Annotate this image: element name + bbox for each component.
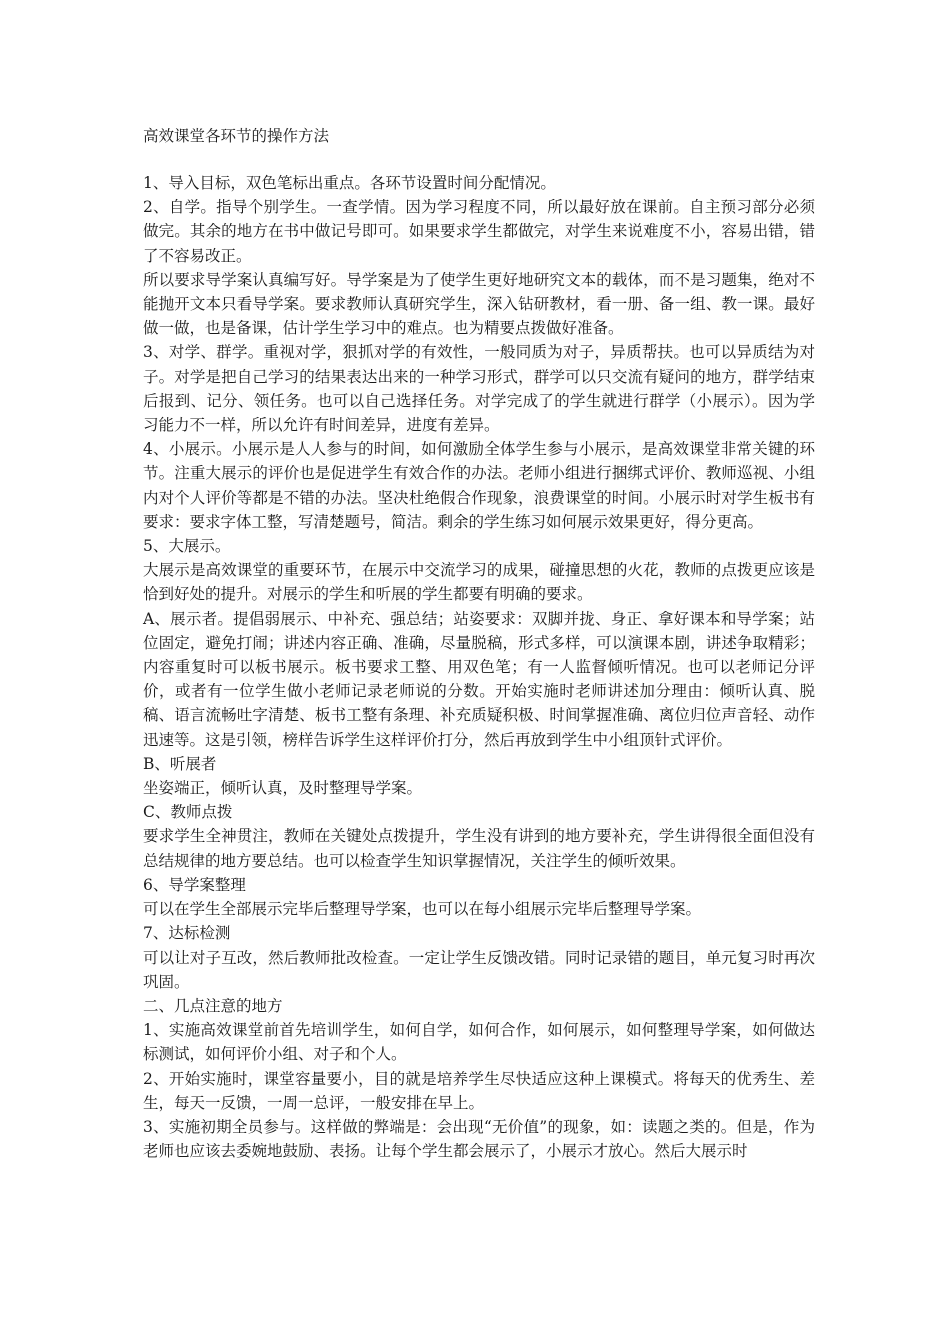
paragraph: 可以在学生全部展示完毕后整理导学案，也可以在每小组展示完毕后整理导学案。 [143, 900, 702, 919]
paragraph: 3、实施初期全员参与。这样做的弊端是：会出现“无价值”的现象，如：读题之类的。但是，作为老师也应该去委婉地鼓励、表扬。让每个学生都会展示了，小展示才放心。然后大展示时 [143, 1117, 815, 1161]
section-heading: 7、达标检测 [143, 924, 231, 943]
paragraph: 3、对学、群学。重视对学，狠抓对学的有效性，一般同质为对子，异质帮扶。也可以异质结为对子。对学是把自己学习的结果表达出来的一种学习形式，群学可以只交流有疑问的地方，群学结束后报到、记分、领任务。也可以自己选择任务。对学完成了的学生就进行群学（小展示）。因为学习能力不一样，所以允许有时间差异，进度有差异。 [143, 343, 815, 435]
section-heading: 6、导学案整理 [143, 875, 246, 894]
paragraph: 1、实施高效课堂前首先培训学生，如何自学，如何合作，如何展示，如何整理导学案，如何做达标测试，如何评价小组、对子和个人。 [143, 1021, 815, 1064]
paragraph: 4、小展示。小展示是人人参与的时间，如何激励全体学生参与小展示，是高效课堂非常关键的环节。注重大展示的评价也是促进学生有效合作的办法。老师小组进行捆绑式评价、教师巡视、小组内对个人评价等都是不错的办法。坚决杜绝假合作现象，浪费课堂的时间。小展示时对学生板书有要求：要求字体工整，写清楚题号，简洁。剩余的学生练习如何展示效果更好，得分更高。 [143, 440, 815, 531]
section-heading: C、教师点拨 [143, 803, 233, 822]
paragraph: 2、开始实施时，课堂容量要小，目的就是培养学生尽快适应这种上课模式。将每天的优秀生、差生，每天一反馈，一周一总评，一般安排在早上。 [143, 1069, 815, 1112]
paragraph: 2、自学。指导个别学生。一查学情。因为学习程度不同，所以最好放在课前。自主预习部分必须做完。其余的地方在书中做记号即可。如果要求学生都做完，对学生来说难度不小，容易出错，错了不容易改正。 [143, 198, 815, 265]
document-body [143, 171, 815, 1163]
section-heading: B、听展者 [143, 754, 217, 773]
paragraph: 要求学生全神贯注，教师在关键处点拨提升，学生没有讲到的地方要补充，学生讲得很全面但没有总结规律的地方要总结。也可以检查学生知识掌握情况，关注学生的倾听效果。 [143, 827, 815, 870]
paragraph: 可以让对子互改，然后教师批改检查。一定让学生反馈改错。同时记录错的题目，单元复习时再次巩固。 [143, 948, 815, 991]
paragraph: 坐姿端正，倾听认真，及时整理导学案。 [143, 779, 423, 798]
section-heading: 二、几点注意的地方 [143, 996, 283, 1015]
document-page [143, 123, 815, 1163]
paragraph: 大展示是高效课堂的重要环节，在展示中交流学习的成果，碰撞思想的火花，教师的点拨更应该是恰到好处的提升。对展示的学生和听展的学生都要有明确的要求。 [143, 561, 815, 604]
section-heading: 5、大展示。 [143, 537, 231, 556]
document-title: 高效课堂各环节的操作方法 [143, 127, 330, 145]
paragraph: 1、导入目标，双色笔标出重点。各环节设置时间分配情况。 [143, 174, 556, 192]
paragraph: A、展示者。提倡弱展示、中补充、强总结；站姿要求：双脚并拢、身正、拿好课本和导学案；站位固定，避免打闹；讲述内容正确、准确，尽量脱稿，形式多样，可以演课本剧，讲述争取精彩；内容重复时可以板书展示。板书要求工整、用双色笔；有一人监督倾听情况。也可以老师记分评价，或者有一位学生做小老师记录老师说的分数。开始实施时老师讲述加分理由：倾听认真、脱稿、语言流畅吐字清楚、板书工整有条理、补充质疑积极、时间掌握准确、离位归位声音轻、动作迅速等。这是引领，榜样告诉学生这样评价打分，然后再放到学生中小组顶针式评价。 [143, 609, 815, 749]
paragraph: 所以要求导学案认真编写好。导学案是为了使学生更好地研究文本的载体，而不是习题集，绝对不能抛开文本只看导学案。要求教师认真研究学生，深入钻研教材，看一册、备一组、教一课。最好做一做，也是备课，估计学生学习中的难点。也为精要点拨做好准备。 [143, 270, 815, 338]
